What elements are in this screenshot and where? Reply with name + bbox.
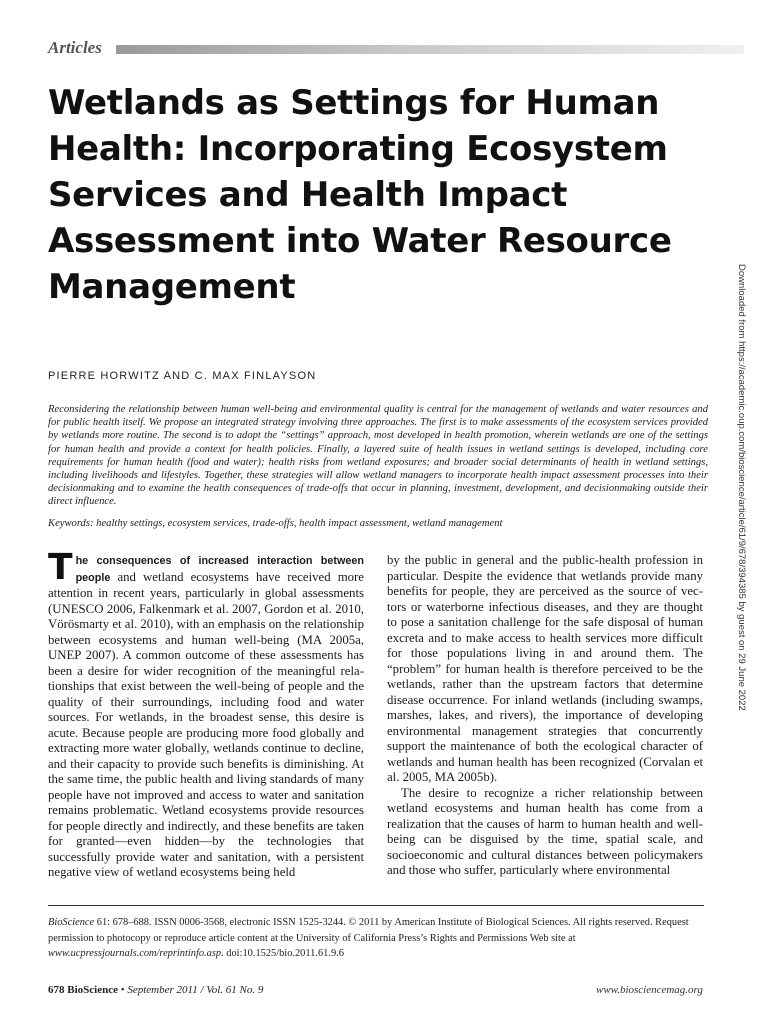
body-paragraph — [48, 547, 364, 881]
section-label: Articles — [48, 38, 102, 57]
footnote-journal: BioScience — [48, 917, 95, 928]
citation-footnote — [48, 915, 708, 962]
section-header-bar — [116, 45, 744, 54]
footnote-divider — [48, 905, 704, 906]
footnote-url-link[interactable]: www.ucpressjournals.com/reprintinfo.asp — [48, 948, 222, 959]
body-paragraph: by the public in general and the public-health profession in particular. Despite the evidence that wetlands provide many benefits for people, they are perceived as the source of vectors or waterborne infectious diseases, and they are thought to pose a sanitation challenge for the safe disposal of human excreta and to make access to health services more difficult for those populations living in and around them. The “problem” for human health is therefore perceived to be the wetlands, rather than the upstream factors that determine disease occurrence. For inland wetlands (including swamps, marshes, lakes, and rivers), the importance of developing environmental management strategies that concurrently support the maintenance of both the ecological character of wetlands and human health has been recognized (Corvalan et al. 2005, MA 2005b). — [387, 553, 703, 784]
footer-issue: September 2011 / Vol. 61 No. 9 — [127, 984, 264, 996]
body-text: and wetland ecosystems have received more attention in recent years, particularly in global assessments (UNESCO 2006, Falkenmark et al. 2007, Gordon et al. 2010, Vörösmarty et al. 2010), with an emphasis on the relationship between ecosystems and human well-being (MA 2005a, UNEP 2007). A common outcome of these assessments has been a desire for wider recognition of the meaningful relationships that exist between the well-being of people and the quality of their surroundings, including food and water sources. For wetlands, in the broadest sense, this desire is acute. Because people are producing more food globally and extracting more water globally, wetlands continue to decline, and their capacity to provide such benefits is diminishing. At the same time, the public health and living standards of many people have not improved and access to water and sanitation remains problematic. Wetland ecosystems provide resources for people directly and indirectly, and these benefits are taken for granted—even hidden—by the technologies that successfully provide water and sanitation, with a persistent negative view of wetland ecosystems being held — [48, 569, 364, 879]
footer-separator: • — [117, 984, 128, 996]
body-paragraph: The desire to recognize a richer relationship between wetland ecosystems and human health has come from a realization that the causes of harm to human health and well-being can be disguised by the time, spatial scale, and socioeconomic and cultural distances between policymakers and those who suffer, particularly where environmental — [387, 785, 703, 877]
footer-website-link[interactable]: www.biosciencemag.org — [596, 984, 703, 996]
article-title: Wetlands as Settings for Human Health: Incorporating Ecosystem Services and Health Impact Assessment into Water Resource Management — [48, 83, 672, 307]
footer-journal: BioScience — [67, 984, 118, 996]
download-notice: Downloaded from https://academic.oup.com/bioscience/article/61/9/678/394385 by guest on 29 June 2022 — [736, 264, 747, 711]
body-column-right — [387, 553, 703, 879]
body-column-left — [48, 547, 364, 881]
page-footer — [48, 984, 263, 996]
page-number: 678 — [48, 984, 65, 996]
footnote-text: 61: 678–688. ISSN 0006-3568, electronic ISSN 1525-3244. © 2011 by American Institute of Biological Sciences. All rights reserved. Request permission to photocopy or reproduce article content at the University of California Press’s Rights and Permissions Web site at — [48, 917, 689, 944]
keywords: Keywords: healthy settings, ecosystem services, trade-offs, health impact assessment, wetland management — [48, 518, 503, 529]
authors: PIERRE HORWITZ AND C. MAX FINLAYSON — [48, 370, 317, 382]
abstract: Reconsidering the relationship between human well-being and environmental quality is central for the management of wetlands and water resources and for public health itself. We propose an integrated strategy involving three approaches. The first is to make assessments of the ecosystem services provided by wetlands more routine. The second is to adopt the “settings” approach, most developed in health promotion, wherein wetlands are one of the settings for human health and provide a context for health policies. Finally, a layered suite of health issues in wetland settings is developed, including core requirements for human health (food and water); health risks from wetland exposures; and broader social determinants of health in wetland settings, including livelihoods and lifestyles. Together, these strategies will allow wetland managers to incorporate health impact assessment processes into their decisionmaking and to examine the health consequences of trade-offs that occur in planning, investment, development, and decisionmaking outside their direct influence. — [48, 404, 708, 508]
drop-cap: T — [48, 547, 73, 588]
footnote-doi: . doi:10.1525/bio.2011.61.9.6 — [221, 948, 344, 959]
lead-in-text: he consequences of increased interaction between people — [75, 555, 364, 584]
